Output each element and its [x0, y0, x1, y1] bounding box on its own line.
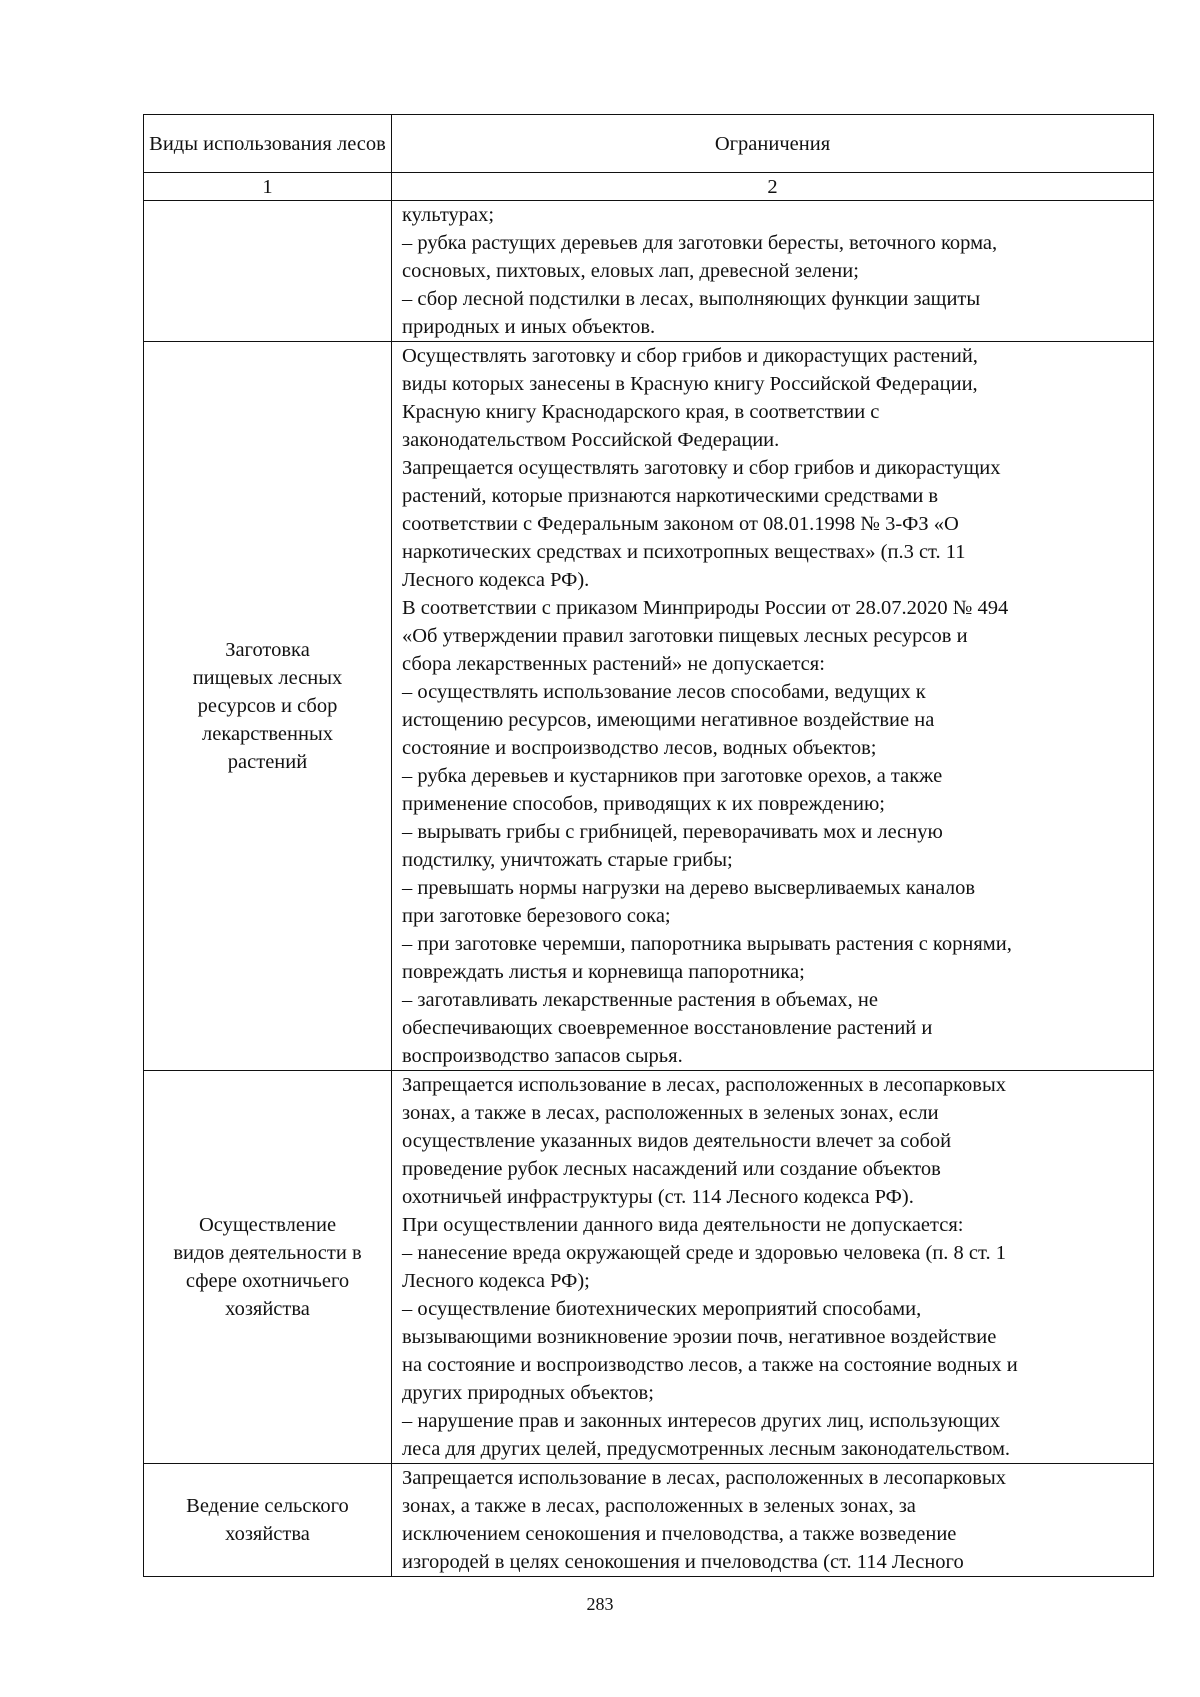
column-number-1: 1 [144, 173, 392, 201]
forest-use-type-cell [144, 1464, 392, 1577]
restriction-text-line: сбора лекарственных растений» не допускается: [402, 653, 825, 675]
restriction-text-line: – вырывать грибы с грибницей, переворачивать мох и лесную [402, 821, 943, 843]
restriction-text-line: обеспечивающих своевременное восстановление растений и [402, 1017, 933, 1039]
page-number: 283 [586, 1594, 614, 1614]
restriction-text-line: исключением сенокошения и пчеловодства, а также возведение [402, 1523, 957, 1545]
restriction-text-line: – рубка деревьев и кустарников при заготовке орехов, а также [402, 765, 943, 787]
restriction-text-line: виды которых занесены в Красную книгу Российской Федерации, [402, 373, 978, 395]
restriction-text-line: Лесного кодекса РФ). [402, 569, 590, 591]
restriction-text-line: культурах; [402, 204, 495, 226]
restriction-text-line: – нарушение прав и законных интересов других лиц, использующих [402, 1410, 1001, 1432]
restriction-text-line: подстилку, уничтожать старые грибы; [402, 849, 733, 871]
forest-use-type-label: ресурсов и сбор [197, 695, 338, 717]
restriction-text-line: истощению ресурсов, имеющими негативное воздействие на [402, 709, 935, 731]
column-number-row [144, 173, 1154, 201]
forest-use-type-label: Осуществление [198, 1214, 337, 1236]
forest-use-type-label: хозяйства [225, 1298, 310, 1320]
restriction-text-line: – превышать нормы нагрузки на дерево высверливаемых каналов [402, 877, 976, 899]
restriction-text-line: Запрещается использование в лесах, расположенных в лесопарковых [402, 1467, 1006, 1489]
restriction-text-line: Лесного кодекса РФ); [402, 1270, 590, 1292]
restriction-text-line: сосновых, пихтовых, еловых лап, древесной зелени; [402, 260, 859, 282]
restriction-text-line: – заготавливать лекарственные растения в объемах, не [402, 989, 878, 1011]
restriction-text-line: – сбор лесной подстилки в лесах, выполняющих функции защиты [402, 288, 981, 310]
table-row [144, 1071, 1154, 1464]
restriction-text-line: на состояние и воспроизводство лесов, а также на состояние водных и [402, 1354, 1018, 1376]
restriction-text-line: В соответствии с приказом Минприроды России от 28.07.2020 № 494 [402, 597, 1009, 619]
restriction-text-line: состояние и воспроизводство лесов, водных объектов; [402, 737, 877, 759]
header-restrictions: Ограничения [392, 115, 1154, 173]
table-header-row [144, 115, 1154, 173]
restriction-text-line: изгородей в целях сенокошения и пчеловодства (ст. 114 Лесного [402, 1551, 964, 1573]
forest-use-type-cell [144, 342, 392, 1071]
restriction-text-line: – осуществление биотехнических мероприятий способами, [402, 1298, 922, 1320]
restriction-text-line: зонах, а также в лесах, расположенных в зеленых зонах, если [402, 1102, 939, 1124]
restriction-text-line: осуществление указанных видов деятельности влечет за собой [402, 1130, 952, 1152]
restriction-text-line: Запрещается использование в лесах, расположенных в лесопарковых [402, 1074, 1006, 1096]
forest-use-type-label: пищевых лесных [192, 667, 343, 689]
forest-use-type-cell [144, 1071, 392, 1464]
restriction-text-line: повреждать листья и корневища папоротника; [402, 961, 805, 983]
restriction-text-line: при заготовке березового сока; [402, 905, 671, 927]
forest-use-type-label: растений [227, 751, 308, 773]
restriction-text-line: – рубка растущих деревьев для заготовки бересты, веточного корма, [402, 232, 998, 254]
restriction-text-line: соответствии с Федеральным законом от 08.01.1998 № 3-ФЗ «О [402, 513, 959, 535]
restriction-text-line: Запрещается осуществлять заготовку и сбор грибов и дикорастущих [402, 457, 1001, 479]
restriction-text-line: других природных объектов; [402, 1382, 654, 1404]
restrictions-table [143, 114, 1154, 1577]
forest-use-type-label: видов деятельности в [173, 1242, 362, 1264]
restriction-text-line: – при заготовке черемши, папоротника вырывать растения с корнями, [402, 933, 1012, 955]
restriction-text-line: растений, которые признаются наркотическими средствами в [402, 485, 939, 507]
restriction-text-line: – нанесение вреда окружающей среде и здоровью человека (п. 8 ст. 1 [402, 1242, 1006, 1264]
restrictions-cell [392, 1071, 1154, 1464]
forest-use-type-label: лекарственных [201, 723, 333, 745]
restriction-text-line: – осуществлять использование лесов способами, ведущих к [402, 681, 926, 703]
restriction-text-line: охотничьей инфраструктуры (ст. 114 Лесного кодекса РФ). [402, 1186, 914, 1208]
restriction-text-line: вызывающими возникновение эрозии почв, негативное воздействие [402, 1326, 997, 1348]
restriction-text-line: наркотических средствах и психотропных веществах» (п.3 ст. 11 [402, 541, 966, 563]
restriction-text-line: «Об утверждении правил заготовки пищевых лесных ресурсов и [402, 625, 968, 647]
restriction-text-line: Красную книгу Краснодарского края, в соответствии с [402, 401, 880, 423]
restriction-text-line: зонах, а также в лесах, расположенных в зеленых зонах, за [402, 1495, 916, 1517]
forest-use-type-label: Заготовка [225, 639, 310, 661]
table-row [144, 342, 1154, 1071]
restrictions-cell [392, 1464, 1154, 1577]
table-row [144, 201, 1154, 342]
restriction-text-line: природных и иных объектов. [402, 316, 656, 338]
forest-use-type-cell [144, 201, 392, 342]
restriction-text-line: леса для других целей, предусмотренных лесным законодательством. [402, 1438, 1011, 1460]
restriction-text-line: воспроизводство запасов сырья. [402, 1045, 683, 1067]
column-number-2: 2 [392, 173, 1154, 201]
forest-use-type-label: хозяйства [225, 1523, 310, 1545]
restriction-text-line: При осуществлении данного вида деятельности не допускается: [402, 1214, 964, 1236]
header-forest-use-types: Виды использования лесов [144, 115, 392, 173]
restriction-text-line: применение способов, приводящих к их повреждению; [402, 793, 885, 815]
forest-use-type-label: Ведение сельского [186, 1495, 349, 1517]
table-row [144, 1464, 1154, 1577]
restrictions-cell [392, 201, 1154, 342]
forest-use-type-label: сфере охотничьего [185, 1270, 350, 1292]
restrictions-cell [392, 342, 1154, 1071]
restriction-text-line: законодательством Российской Федерации. [402, 429, 780, 451]
restriction-text-line: проведение рубок лесных насаждений или создание объектов [402, 1158, 941, 1180]
restriction-text-line: Осуществлять заготовку и сбор грибов и дикорастущих растений, [402, 345, 978, 367]
